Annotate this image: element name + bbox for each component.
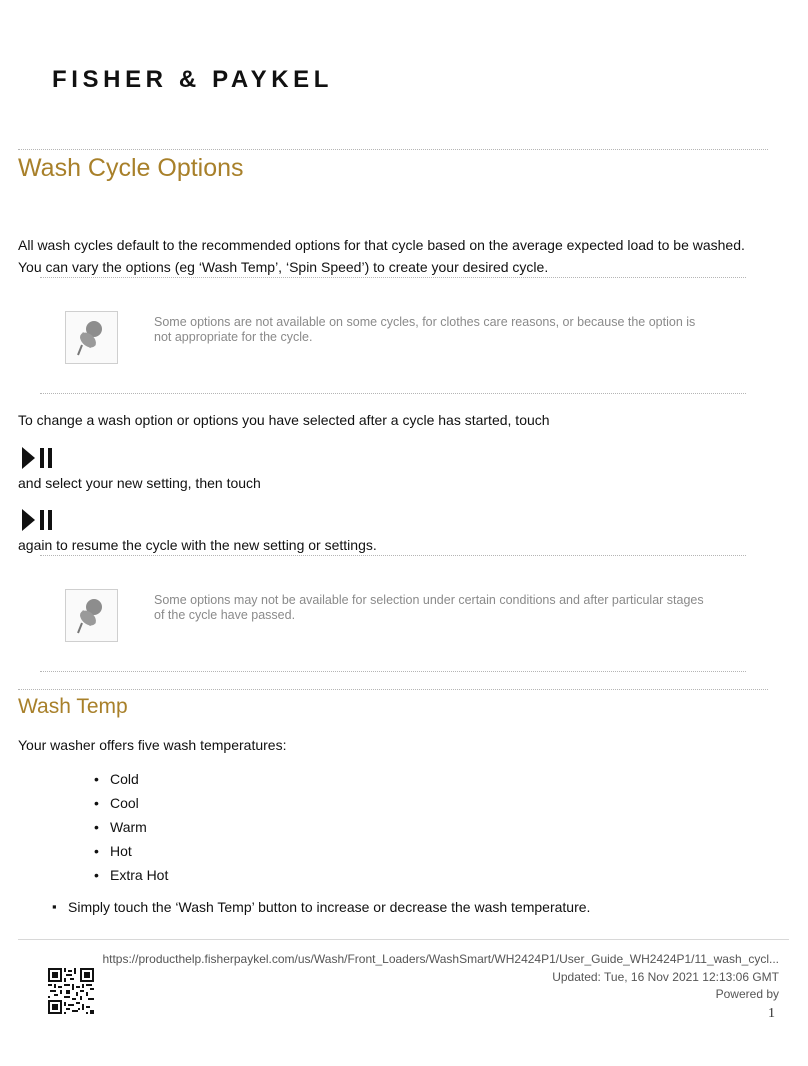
intro-line-2: You can vary the options (eg ‘Wash Temp’, ‘Spin Speed’) to create your desired cycle. bbox=[18, 259, 549, 275]
note-1-line-1: Some options are not available on some cycles, for clothes care reasons, or because the option is bbox=[154, 315, 696, 329]
section-title-wash-temp: Wash Temp bbox=[18, 695, 128, 718]
divider bbox=[18, 689, 768, 690]
change-option-text: To change a wash option or options you have selected after a cycle has started, touch bbox=[18, 412, 550, 428]
list-item: • Cold bbox=[110, 771, 168, 795]
note-2-line-2: of the cycle have passed. bbox=[154, 608, 296, 622]
note-1 bbox=[154, 315, 724, 345]
list-item: • Warm bbox=[110, 819, 168, 843]
footer-powered-by: Powered by bbox=[715, 987, 779, 1001]
play-pause-icon bbox=[20, 446, 56, 470]
temperature-list bbox=[110, 771, 168, 891]
square-bullet: ▪ bbox=[52, 899, 57, 914]
pushpin-icon bbox=[65, 589, 118, 642]
note-2-line-1: Some options may not be available for selection under certain conditions and after particular stages bbox=[154, 593, 704, 607]
list-item: • Hot bbox=[110, 843, 168, 867]
list-item: • Extra Hot bbox=[110, 867, 168, 891]
note-1-line-2: not appropriate for the cycle. bbox=[154, 330, 313, 344]
brand-logo: FISHER & PAYKEL bbox=[52, 66, 334, 93]
intro-line-1: All wash cycles default to the recommended options for that cycle based on the average expected load to be washed. bbox=[18, 237, 745, 253]
play-pause-icon bbox=[20, 508, 56, 532]
resume-cycle-text: again to resume the cycle with the new setting or settings. bbox=[18, 537, 377, 553]
qr-code bbox=[48, 968, 94, 1014]
list-item: • Cool bbox=[110, 795, 168, 819]
note-divider-top bbox=[40, 555, 746, 556]
page-number: 1 bbox=[768, 1006, 775, 1021]
note-divider-bottom bbox=[40, 671, 746, 672]
footer-divider bbox=[18, 939, 789, 940]
note-2 bbox=[154, 593, 724, 623]
footer-url[interactable]: https://producthelp.fisherpaykel.com/us/Wash/Front_Loaders/WashSmart/WH2424P1/User_Guide_WH2424P1/11_wash_cycl... bbox=[102, 952, 779, 966]
divider bbox=[18, 149, 768, 150]
wash-temp-intro: Your washer offers five wash temperatures: bbox=[18, 737, 287, 753]
footer-updated: Updated: Tue, 16 Nov 2021 12:13:06 GMT bbox=[552, 970, 779, 984]
note-divider-top bbox=[40, 277, 746, 278]
pushpin-icon bbox=[65, 311, 118, 364]
pushpin-icon-graphic bbox=[66, 312, 117, 363]
section-title-wash-cycle-options: Wash Cycle Options bbox=[18, 154, 244, 182]
wash-temp-instruction: Simply touch the ‘Wash Temp’ button to increase or decrease the wash temperature. bbox=[68, 899, 591, 915]
select-setting-text: and select your new setting, then touch bbox=[18, 475, 261, 491]
pushpin-icon-graphic bbox=[66, 590, 117, 641]
note-divider-bottom bbox=[40, 393, 746, 394]
